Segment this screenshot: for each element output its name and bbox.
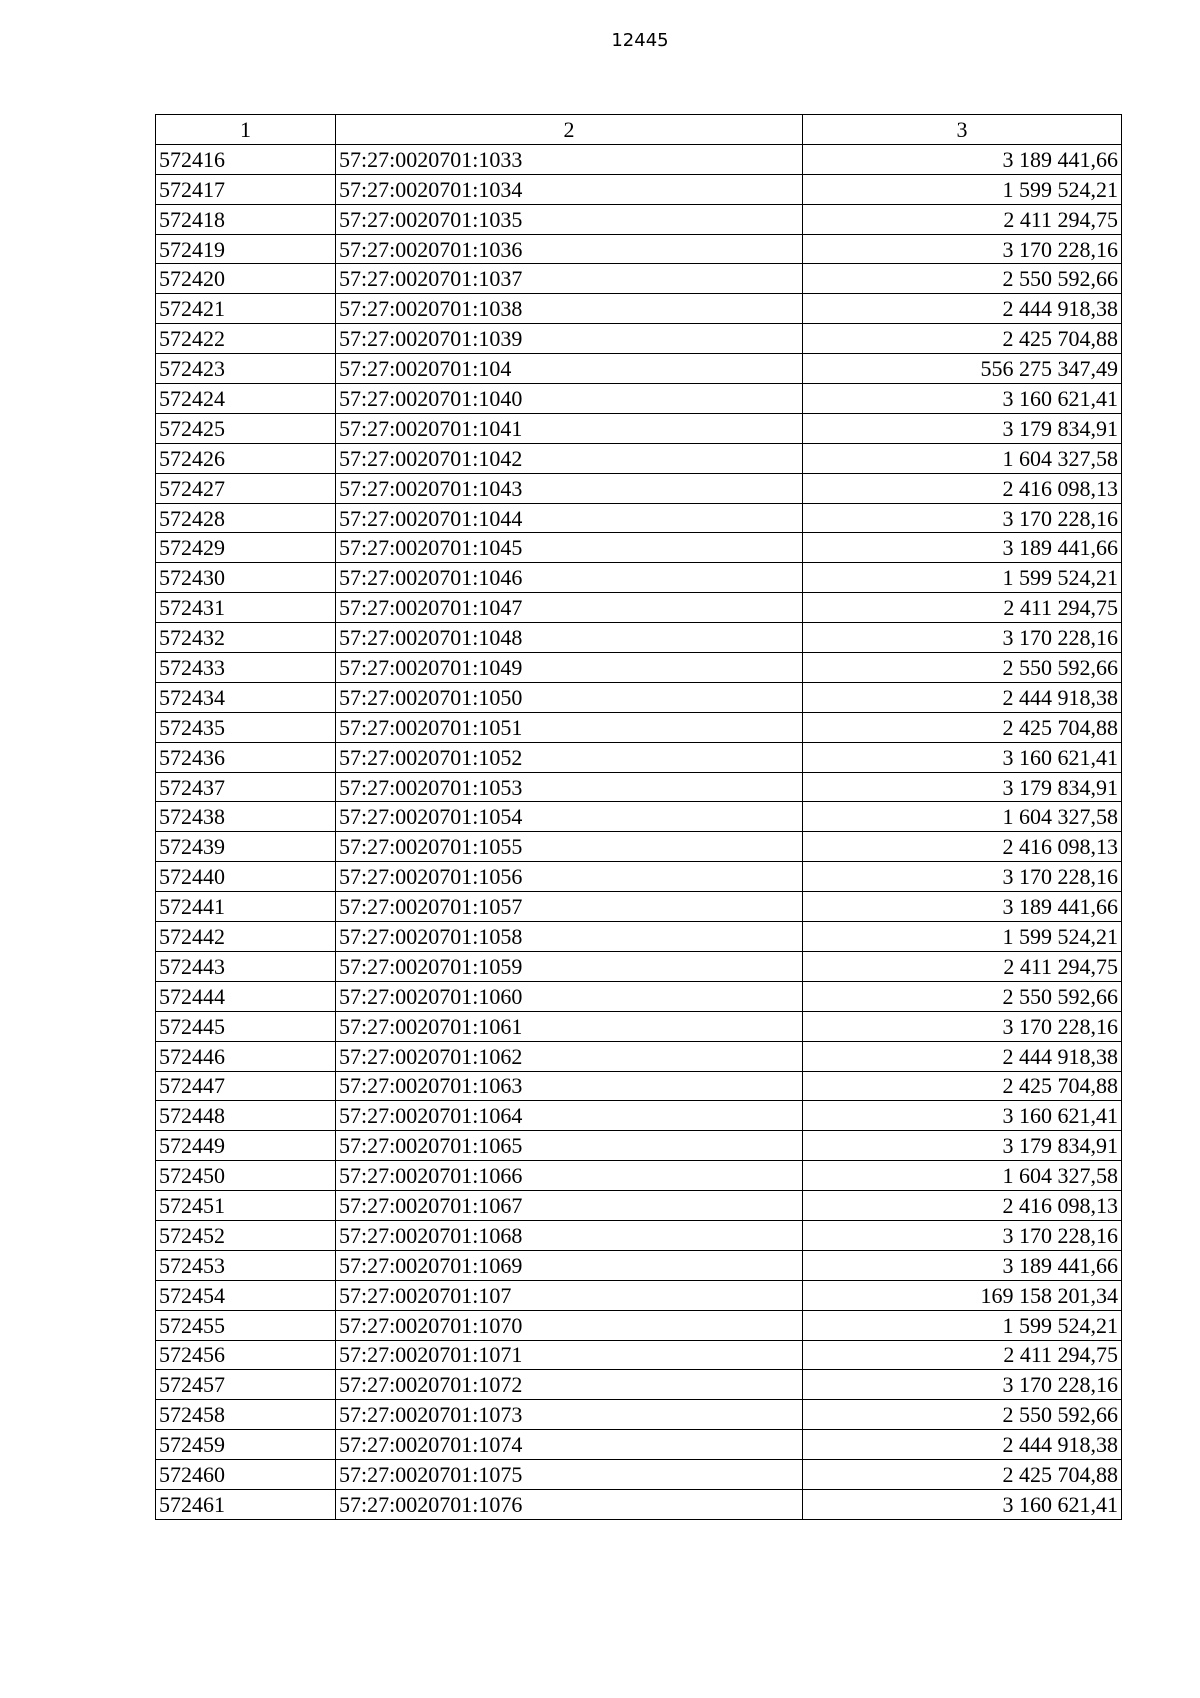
table-header [156, 115, 1122, 145]
table-row [156, 503, 1122, 533]
value-cell: 2 416 098,13 [803, 473, 1122, 503]
row-number-cell: 572416 [156, 144, 336, 174]
row-number-cell: 572456 [156, 1340, 336, 1370]
cadastral-number-cell: 57:27:0020701:1045 [336, 533, 803, 563]
table-row [156, 1489, 1122, 1519]
value-cell: 3 170 228,16 [803, 623, 1122, 653]
table-row [156, 802, 1122, 832]
value-cell: 3 189 441,66 [803, 533, 1122, 563]
table-row [156, 1161, 1122, 1191]
cadastral-number-cell: 57:27:0020701:1038 [336, 294, 803, 324]
table-row [156, 354, 1122, 384]
cadastral-number-cell: 57:27:0020701:1047 [336, 593, 803, 623]
value-cell: 3 179 834,91 [803, 772, 1122, 802]
value-cell: 2 550 592,66 [803, 264, 1122, 294]
row-number-cell: 572420 [156, 264, 336, 294]
value-cell: 2 444 918,38 [803, 1041, 1122, 1071]
row-number-cell: 572435 [156, 712, 336, 742]
table-row [156, 623, 1122, 653]
value-cell: 3 189 441,66 [803, 892, 1122, 922]
cadastral-number-cell: 57:27:0020701:1048 [336, 623, 803, 653]
cadastral-number-cell: 57:27:0020701:1037 [336, 264, 803, 294]
table-row [156, 204, 1122, 234]
row-number-cell: 572429 [156, 533, 336, 563]
table-row [156, 1011, 1122, 1041]
cadastral-number-cell: 57:27:0020701:1051 [336, 712, 803, 742]
row-number-cell: 572461 [156, 1489, 336, 1519]
value-cell: 2 444 918,38 [803, 682, 1122, 712]
cadastral-number-cell: 57:27:0020701:1065 [336, 1131, 803, 1161]
row-number-cell: 572460 [156, 1460, 336, 1490]
value-cell: 3 179 834,91 [803, 413, 1122, 443]
cadastral-number-cell: 57:27:0020701:1044 [336, 503, 803, 533]
table-row [156, 1220, 1122, 1250]
row-number-cell: 572452 [156, 1220, 336, 1250]
header-row [156, 115, 1122, 145]
cadastral-number-cell: 57:27:0020701:1056 [336, 862, 803, 892]
row-number-cell: 572428 [156, 503, 336, 533]
table-row [156, 832, 1122, 862]
data-table [155, 114, 1122, 1520]
table-row [156, 1430, 1122, 1460]
cadastral-number-cell: 57:27:0020701:1053 [336, 772, 803, 802]
value-cell: 3 170 228,16 [803, 1011, 1122, 1041]
value-cell: 2 411 294,75 [803, 951, 1122, 981]
cadastral-number-cell: 57:27:0020701:1057 [336, 892, 803, 922]
value-cell: 1 599 524,21 [803, 174, 1122, 204]
cadastral-number-cell: 57:27:0020701:1033 [336, 144, 803, 174]
cadastral-number-cell: 57:27:0020701:1066 [336, 1161, 803, 1191]
table-row [156, 1250, 1122, 1280]
column-header-3: 3 [803, 115, 1122, 145]
table-row [156, 712, 1122, 742]
cadastral-number-cell: 57:27:0020701:1042 [336, 443, 803, 473]
row-number-cell: 572418 [156, 204, 336, 234]
row-number-cell: 572433 [156, 653, 336, 683]
row-number-cell: 572427 [156, 473, 336, 503]
row-number-cell: 572439 [156, 832, 336, 862]
row-number-cell: 572425 [156, 413, 336, 443]
value-cell: 3 189 441,66 [803, 1250, 1122, 1280]
row-number-cell: 572422 [156, 324, 336, 354]
value-cell: 2 416 098,13 [803, 1191, 1122, 1221]
value-cell: 2 416 098,13 [803, 832, 1122, 862]
row-number-cell: 572454 [156, 1280, 336, 1310]
cadastral-number-cell: 57:27:0020701:1070 [336, 1310, 803, 1340]
cadastral-number-cell: 57:27:0020701:1034 [336, 174, 803, 204]
row-number-cell: 572426 [156, 443, 336, 473]
cadastral-number-cell: 57:27:0020701:1055 [336, 832, 803, 862]
cadastral-number-cell: 57:27:0020701:1075 [336, 1460, 803, 1490]
value-cell: 3 160 621,41 [803, 742, 1122, 772]
cadastral-number-cell: 57:27:0020701:1072 [336, 1370, 803, 1400]
row-number-cell: 572424 [156, 384, 336, 414]
value-cell: 1 599 524,21 [803, 922, 1122, 952]
row-number-cell: 572421 [156, 294, 336, 324]
value-cell: 3 179 834,91 [803, 1131, 1122, 1161]
table-row [156, 563, 1122, 593]
table-row [156, 443, 1122, 473]
table-row [156, 1131, 1122, 1161]
value-cell: 2 550 592,66 [803, 1400, 1122, 1430]
table-row [156, 264, 1122, 294]
table-row [156, 1340, 1122, 1370]
table-row [156, 1400, 1122, 1430]
value-cell: 3 170 228,16 [803, 1370, 1122, 1400]
cadastral-number-cell: 57:27:0020701:1060 [336, 981, 803, 1011]
value-cell: 3 170 228,16 [803, 234, 1122, 264]
cadastral-number-cell: 57:27:0020701:107 [336, 1280, 803, 1310]
cadastral-number-cell: 57:27:0020701:1054 [336, 802, 803, 832]
cadastral-number-cell: 57:27:0020701:1068 [336, 1220, 803, 1250]
row-number-cell: 572430 [156, 563, 336, 593]
cadastral-number-cell: 57:27:0020701:1041 [336, 413, 803, 443]
row-number-cell: 572450 [156, 1161, 336, 1191]
table-row [156, 234, 1122, 264]
table-row [156, 1191, 1122, 1221]
row-number-cell: 572436 [156, 742, 336, 772]
table-row [156, 1101, 1122, 1131]
cadastral-number-cell: 57:27:0020701:1076 [336, 1489, 803, 1519]
cadastral-number-cell: 57:27:0020701:1067 [336, 1191, 803, 1221]
table-row [156, 533, 1122, 563]
cadastral-number-cell: 57:27:0020701:1040 [336, 384, 803, 414]
table-row [156, 1460, 1122, 1490]
table-row [156, 772, 1122, 802]
value-cell: 1 604 327,58 [803, 443, 1122, 473]
table-row [156, 653, 1122, 683]
table-row [156, 742, 1122, 772]
table-row [156, 174, 1122, 204]
table-row [156, 1280, 1122, 1310]
row-number-cell: 572431 [156, 593, 336, 623]
row-number-cell: 572440 [156, 862, 336, 892]
cadastral-number-cell: 57:27:0020701:1061 [336, 1011, 803, 1041]
cadastral-number-cell: 57:27:0020701:1043 [336, 473, 803, 503]
row-number-cell: 572457 [156, 1370, 336, 1400]
table-row [156, 413, 1122, 443]
table-row [156, 593, 1122, 623]
row-number-cell: 572432 [156, 623, 336, 653]
column-header-2: 2 [336, 115, 803, 145]
cadastral-number-cell: 57:27:0020701:1050 [336, 682, 803, 712]
row-number-cell: 572437 [156, 772, 336, 802]
value-cell: 2 550 592,66 [803, 981, 1122, 1011]
row-number-cell: 572419 [156, 234, 336, 264]
table-row [156, 384, 1122, 414]
table-row [156, 473, 1122, 503]
table-row [156, 294, 1122, 324]
value-cell: 2 425 704,88 [803, 712, 1122, 742]
page-number: 12445 [611, 30, 669, 51]
value-cell: 2 411 294,75 [803, 204, 1122, 234]
value-cell: 3 170 228,16 [803, 503, 1122, 533]
value-cell: 2 444 918,38 [803, 294, 1122, 324]
row-number-cell: 572423 [156, 354, 336, 384]
cadastral-number-cell: 57:27:0020701:1062 [336, 1041, 803, 1071]
value-cell: 1 599 524,21 [803, 563, 1122, 593]
row-number-cell: 572448 [156, 1101, 336, 1131]
row-number-cell: 572453 [156, 1250, 336, 1280]
row-number-cell: 572438 [156, 802, 336, 832]
cadastral-number-cell: 57:27:0020701:1058 [336, 922, 803, 952]
cadastral-number-cell: 57:27:0020701:1069 [336, 1250, 803, 1280]
table-row [156, 981, 1122, 1011]
value-cell: 169 158 201,34 [803, 1280, 1122, 1310]
cadastral-number-cell: 57:27:0020701:1071 [336, 1340, 803, 1370]
row-number-cell: 572445 [156, 1011, 336, 1041]
table-row [156, 951, 1122, 981]
cadastral-number-cell: 57:27:0020701:1039 [336, 324, 803, 354]
row-number-cell: 572459 [156, 1430, 336, 1460]
value-cell: 3 160 621,41 [803, 1101, 1122, 1131]
cadastral-number-cell: 57:27:0020701:1035 [336, 204, 803, 234]
value-cell: 2 425 704,88 [803, 1071, 1122, 1101]
row-number-cell: 572434 [156, 682, 336, 712]
value-cell: 1 604 327,58 [803, 1161, 1122, 1191]
table-row [156, 1310, 1122, 1340]
cadastral-number-cell: 57:27:0020701:1046 [336, 563, 803, 593]
cadastral-number-cell: 57:27:0020701:1074 [336, 1430, 803, 1460]
row-number-cell: 572451 [156, 1191, 336, 1221]
value-cell: 2 411 294,75 [803, 593, 1122, 623]
row-number-cell: 572449 [156, 1131, 336, 1161]
row-number-cell: 572442 [156, 922, 336, 952]
value-cell: 2 425 704,88 [803, 1460, 1122, 1490]
table-row [156, 1370, 1122, 1400]
cadastral-number-cell: 57:27:0020701:1052 [336, 742, 803, 772]
table-row [156, 922, 1122, 952]
cadastral-number-cell: 57:27:0020701:1064 [336, 1101, 803, 1131]
value-cell: 3 189 441,66 [803, 144, 1122, 174]
value-cell: 3 160 621,41 [803, 384, 1122, 414]
table-row [156, 324, 1122, 354]
value-cell: 2 425 704,88 [803, 324, 1122, 354]
cadastral-number-cell: 57:27:0020701:104 [336, 354, 803, 384]
value-cell: 2 444 918,38 [803, 1430, 1122, 1460]
column-header-1: 1 [156, 115, 336, 145]
value-cell: 2 550 592,66 [803, 653, 1122, 683]
row-number-cell: 572417 [156, 174, 336, 204]
cadastral-number-cell: 57:27:0020701:1063 [336, 1071, 803, 1101]
row-number-cell: 572458 [156, 1400, 336, 1430]
value-cell: 3 170 228,16 [803, 1220, 1122, 1250]
value-cell: 3 170 228,16 [803, 862, 1122, 892]
value-cell: 1 599 524,21 [803, 1310, 1122, 1340]
value-cell: 1 604 327,58 [803, 802, 1122, 832]
row-number-cell: 572447 [156, 1071, 336, 1101]
cadastral-number-cell: 57:27:0020701:1073 [336, 1400, 803, 1430]
row-number-cell: 572446 [156, 1041, 336, 1071]
table-row [156, 862, 1122, 892]
cadastral-number-cell: 57:27:0020701:1049 [336, 653, 803, 683]
table-row [156, 682, 1122, 712]
row-number-cell: 572443 [156, 951, 336, 981]
table-row [156, 144, 1122, 174]
value-cell: 3 160 621,41 [803, 1489, 1122, 1519]
value-cell: 556 275 347,49 [803, 354, 1122, 384]
row-number-cell: 572441 [156, 892, 336, 922]
row-number-cell: 572455 [156, 1310, 336, 1340]
table-body [156, 144, 1122, 1519]
cadastral-number-cell: 57:27:0020701:1059 [336, 951, 803, 981]
value-cell: 2 411 294,75 [803, 1340, 1122, 1370]
row-number-cell: 572444 [156, 981, 336, 1011]
cadastral-number-cell: 57:27:0020701:1036 [336, 234, 803, 264]
table-row [156, 1071, 1122, 1101]
table-row [156, 1041, 1122, 1071]
table-row [156, 892, 1122, 922]
